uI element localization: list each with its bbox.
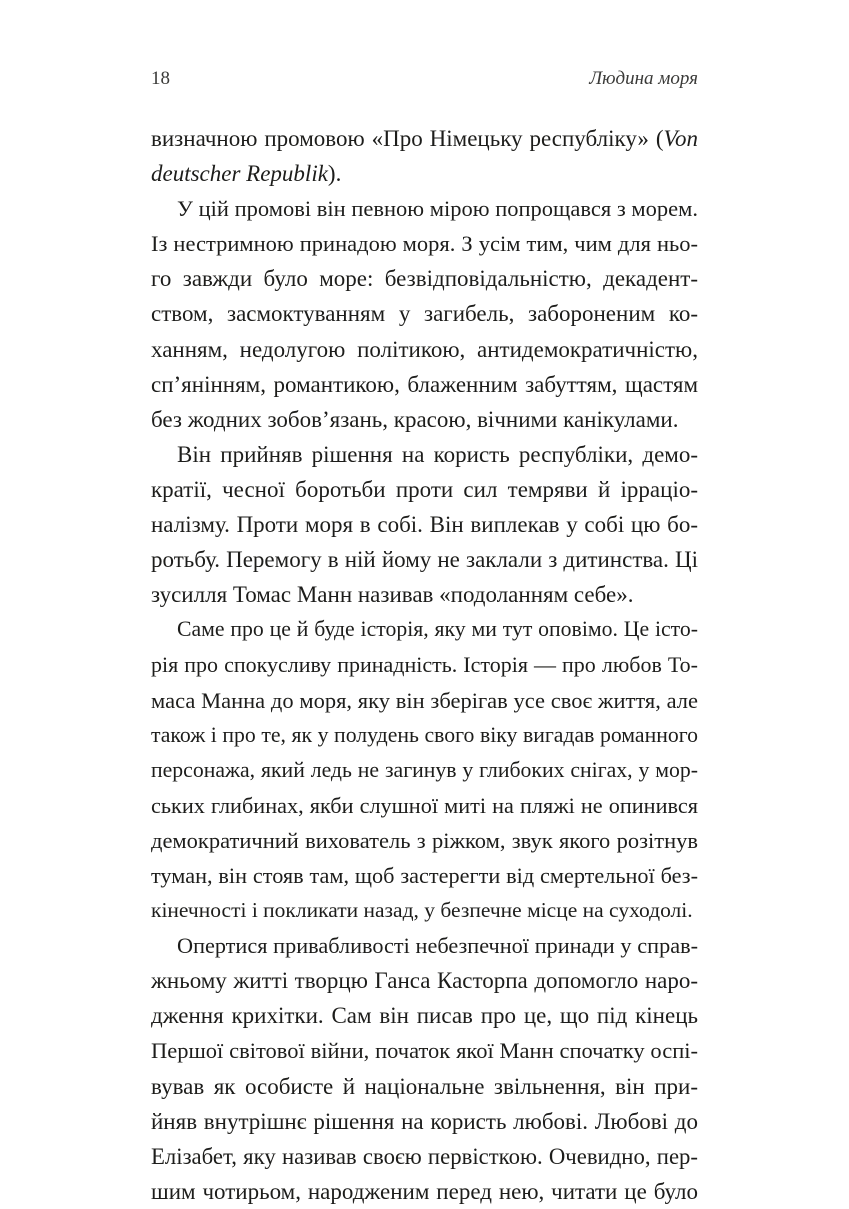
text-line: Із нестримною принадою моря. З усім тим, чим для ньо- (151, 231, 698, 257)
page-number: 18 (151, 68, 170, 89)
text-line: також і про те, як у полудень свого віку вигадав романного (151, 722, 698, 747)
text-line: вував як особисте й національне звільнення, він при- (151, 1073, 698, 1099)
text-line: deutscher Republik). (151, 161, 342, 187)
text-line: персонажа, який ледь не загинув у глибоких снігах, у мор- (151, 757, 698, 782)
text-line: Першої світової війни, початок якої Манн спочатку оспі- (151, 1038, 698, 1064)
paragraph-start: Він прийняв рішення на користь республіки, демо- (177, 441, 698, 467)
text-line: ством, засмоктуванням у загибель, забороненим ко- (151, 301, 698, 327)
text-line: жньому житті творцю Ганса Касторпа допомогло наро- (151, 968, 698, 994)
text-line: визначною промовою «Про Німецьку республіку» (Von (151, 126, 698, 151)
text-line: кінечності і покликати назад, у безпечне місце на суходолі. (151, 898, 693, 923)
body-text (151, 121, 698, 1209)
text-line: туман, він стояв там, щоб застерегти від смертельної без- (151, 862, 698, 888)
text-line: рія про спокусливу принадність. Історія — про любов То- (151, 652, 698, 678)
running-head (151, 68, 698, 94)
text-line: маса Манна до моря, яку він зберігав усе своє життя, але (151, 687, 698, 713)
text-line: йняв внутрішнє рішення на користь любові. Любові до (151, 1108, 698, 1134)
text-line: шим чотирьом, народженим перед нею, читати це було (151, 1178, 698, 1204)
paragraph-start: Опертися привабливості небезпечної принади у справ- (177, 933, 698, 959)
text-line: ських глибинах, якби слушної миті на пляжі не опинився (151, 792, 698, 818)
text-line: го завжди було море: безвідповідальністю, декадент- (151, 266, 698, 292)
paragraph-start: Саме про це й буде історія, яку ми тут оповімо. Це істо- (177, 617, 698, 642)
text-line: зусилля Томас Манн називав «подоланням себе». (151, 582, 634, 608)
text-line: ханням, недолугою політикою, антидемократичністю, (151, 336, 698, 362)
paragraph-start: У цій промові він певною мірою попрощався з морем. (177, 196, 698, 222)
text-line: Елізабет, яку називав своєю первісткою. Очевидно, пер- (151, 1143, 698, 1169)
book-title: Людина моря (589, 68, 698, 89)
text-line: налізму. Проти моря в собі. Він виплекав у собі цю бо- (151, 512, 698, 538)
text-line: ротьбу. Перемогу в ній йому не заклали з дитинства. Ці (151, 547, 698, 573)
text-line: без жодних зобов’язань, красою, вічними канікулами. (151, 406, 679, 432)
foreign-title: deutscher Republik (151, 161, 328, 187)
text-line: сп’янінням, романтикою, блаженним забуттям, щастям (151, 371, 698, 397)
text-line: демократичний вихователь з ріжком, звук якого розітнув (151, 827, 698, 853)
foreign-title: Von (663, 126, 698, 151)
text-line: кратії, чесної боротьби проти сил темряви й ірраціо- (151, 476, 698, 502)
text-line: дження крихітки. Сам він писав про це, що під кінець (151, 1003, 698, 1029)
